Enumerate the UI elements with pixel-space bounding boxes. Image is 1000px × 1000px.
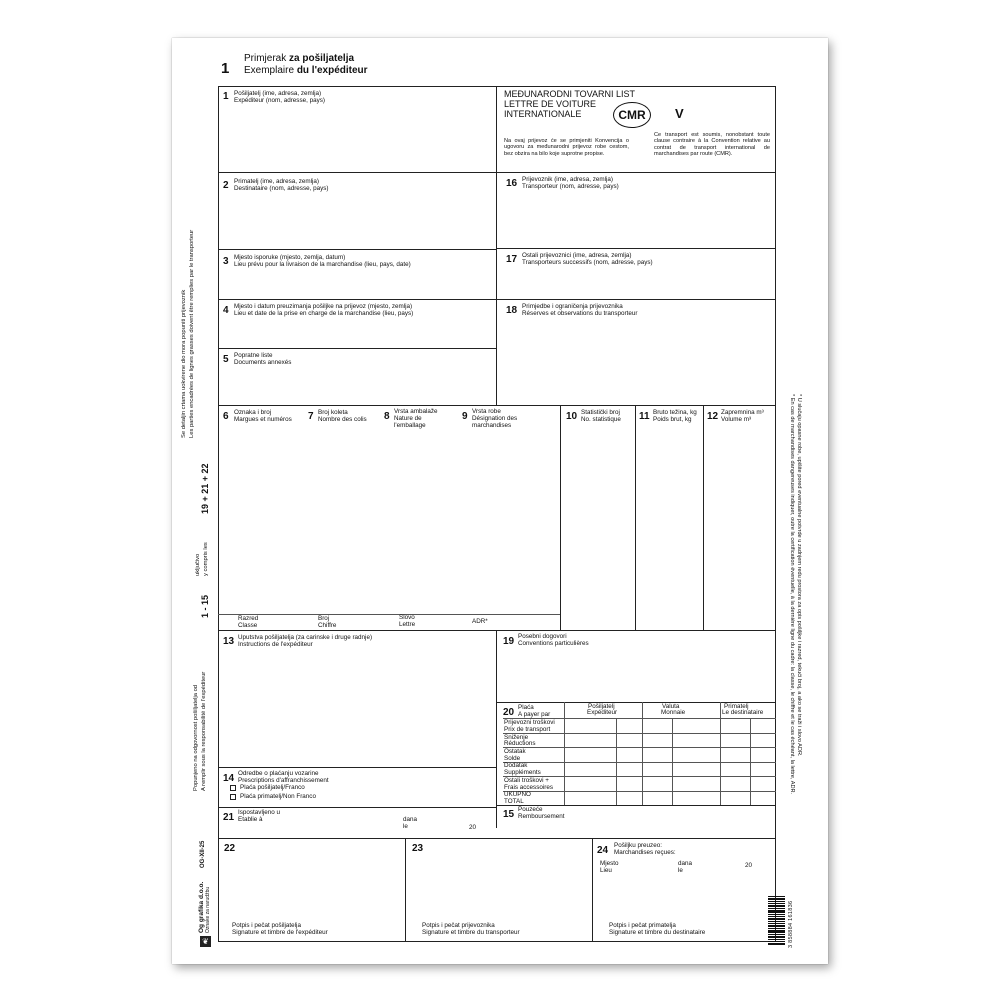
- field-21-label-fr: Etablie à: [238, 816, 263, 823]
- line-h6: [496, 248, 776, 249]
- adr-razred: Razred: [238, 615, 259, 622]
- field-6-label-hr: Oznaka i broj: [234, 409, 272, 416]
- field-21-dana: dana: [403, 816, 418, 823]
- field-12-label-fr: Volume m³: [721, 416, 752, 423]
- margin-note-2-hr: Popunjeno na odgovornost pošiljatelja od: [193, 684, 199, 791]
- pay-grid-h2: [503, 747, 776, 748]
- field-13-label-hr: Uputstva pošiljatelja (za carinske i druge radnje): [238, 634, 373, 641]
- field-6-label-fr: Margues et numéros: [234, 416, 292, 423]
- title-text-fr: Ce transport est soumis, nonobstant toute clause contraire à la Convention relative au contrat de transport international de marchandises par route (CMR).: [654, 132, 770, 158]
- pay-col1-fr: Expéditeur: [587, 709, 618, 716]
- line-goods-bottom: [218, 630, 776, 631]
- field-2-label-hr: Primatelj (ime, adresa, zemlja): [234, 178, 320, 185]
- pay-row-10: UKUPNO: [504, 791, 531, 798]
- pay-row-8: Ostali troškovi +: [504, 777, 549, 784]
- margin-ukljucivo: [194, 542, 210, 576]
- copy-title-fr: [244, 65, 368, 76]
- field-5-label-hr: Popratne liste: [234, 352, 273, 359]
- pay-grid-h3: [503, 762, 776, 763]
- adr-lettre: Lettre: [399, 621, 416, 628]
- pay-col3-fr: Le destinataire: [722, 709, 764, 716]
- field-7-number: 7: [308, 411, 314, 422]
- field-24-mjesto: Mjesto: [600, 860, 619, 867]
- field-24-number: 24: [597, 845, 609, 856]
- adr-footnote-fr: * En cas de marchandises dangereuses indiquer, outre la certification éventuelle, à la dernière ligne du cadre: la classe, le chiffre et le cas échéant, la lettre, ADR.: [788, 394, 795, 795]
- field-24-sig-fr: Signature et timbre du destinataire: [609, 929, 706, 936]
- field-22-signature-area[interactable]: [219, 858, 404, 918]
- field-1-sender[interactable]: [219, 106, 495, 171]
- field-16-carrier[interactable]: [497, 193, 775, 247]
- field-5-documents[interactable]: [219, 369, 495, 404]
- publisher-logo-icon: ❦: [200, 936, 211, 947]
- field-14-label-fr: Prescriptions d'affranchissement: [238, 777, 329, 784]
- field-11-number: 11: [639, 411, 650, 422]
- field-19-label-hr: Posebni dogovori: [518, 633, 567, 640]
- field-16-number: 16: [506, 178, 518, 189]
- pay-col3-hr: Primatelj: [724, 703, 749, 710]
- publisher: [198, 882, 212, 933]
- adr-footnote-hr: * U slučaju opasne robe, upišite pored eventualne potvrde u zadnjem redu prostora za opis pošiljke i razred, tekući broj, a ako se traži i slovo ADR.: [796, 394, 802, 757]
- goods-weight-area[interactable]: [636, 430, 702, 629]
- field-5-number: 5: [223, 354, 229, 365]
- pay-grid-v4: [720, 702, 721, 805]
- pay-col2-hr: Valuta: [662, 703, 680, 710]
- copy-title-hr-b: za pošiljatelja: [289, 53, 355, 64]
- field-11-label-hr: Bruto težina, kg: [653, 409, 697, 416]
- pay-row-6: Dodatak: [504, 762, 528, 769]
- pay-grid-v1: [616, 718, 617, 805]
- field-4-label-hr: Mjesto i datum preuzimanja pošiljke na prijevoz (mjesto, zemlja): [234, 303, 413, 310]
- line-h3: [218, 299, 776, 300]
- title-text-hr: Na ovaj prijevoz će se primjeniti Konvencija o ugovoru za međunarodni prijevoz robe cestom, bez obzira na bilo koje suprotne propise.: [504, 138, 629, 157]
- margin-note-2: [192, 672, 208, 791]
- pay-grid-v0: [564, 702, 565, 805]
- field-4-taking-over[interactable]: [219, 320, 495, 347]
- goods-statistical-area[interactable]: [561, 430, 634, 629]
- field-24-lieu: Lieu: [600, 867, 612, 874]
- field-13-instructions[interactable]: [219, 651, 495, 766]
- line-goods-top: [218, 405, 776, 406]
- field-12-label-hr: Zapremnina m³: [721, 409, 764, 416]
- field-17-successive-carriers[interactable]: [497, 269, 775, 298]
- copy-title-hr-a: Primjerak: [244, 53, 290, 64]
- field-19-number: 19: [503, 636, 515, 647]
- field-17-label-fr: Transporteurs successifs (nom, adresse, pays): [522, 259, 653, 266]
- pay-grid-v2: [642, 702, 643, 805]
- pay-row-5: Solde: [504, 755, 521, 762]
- field-17-label-hr: Ostali prijevoznici (ime, adresa, zemlja): [522, 252, 632, 259]
- line-h1: [218, 172, 496, 173]
- field-24-year: 20: [745, 862, 753, 869]
- field-10-number: 10: [566, 411, 578, 422]
- line-h-21: [218, 807, 496, 808]
- adr-classe: Classe: [238, 622, 258, 629]
- adr-chiffre: Chiffre: [318, 622, 337, 629]
- field-23-sig-hr: Potpis i pečat prijevoznika: [422, 922, 495, 929]
- non-franco-label: Plaća primatelj/Non Franco: [240, 793, 316, 800]
- pay-row-0: Prijevozni troškovi: [504, 719, 555, 726]
- field-7-label-hr: Broj koleta: [318, 409, 348, 416]
- field-22-number: 22: [224, 843, 236, 854]
- field-20-label-fr: A payer par: [518, 711, 551, 718]
- field-23-signature-area[interactable]: [406, 858, 591, 918]
- field-23-sig-fr: Signature et timbre du transporteur: [422, 929, 520, 936]
- goods-description-area[interactable]: [219, 430, 559, 613]
- adr-footnote: [788, 394, 802, 794]
- copy-title-fr-b: du l'expéditeur: [296, 65, 368, 76]
- goods-volume-area[interactable]: [704, 430, 775, 629]
- field-24-sig-hr: Potpis i pečat primatelja: [609, 922, 676, 929]
- field-3-label-hr: Mjesto isporuke (mjesto, zemlja, datum): [234, 254, 346, 261]
- pay-grid-v5: [750, 718, 751, 805]
- field-9-number: 9: [462, 411, 468, 422]
- field-14-label-hr: Odredbe o plaćanju vozarine: [238, 770, 319, 777]
- field-24-label-fr: Marchandises reçues:: [614, 849, 676, 856]
- field-8-label-fr2: l'emballage: [394, 422, 426, 429]
- cmr-roman: V: [675, 106, 684, 121]
- field-19-special-agreements[interactable]: [497, 650, 775, 701]
- line-h-sig: [218, 838, 776, 839]
- field-16-label-hr: Prijevoznik (ime, adresa, zemlja): [522, 176, 613, 183]
- field-2-consignee[interactable]: [219, 195, 495, 248]
- field-13-label-fr: Instructions de l'expéditeur: [238, 641, 313, 648]
- pay-row-9: Frais accessoires: [504, 784, 553, 791]
- field-21-le: le: [403, 823, 408, 830]
- publisher-name: Og grafika d.o.o.: [198, 881, 205, 933]
- field-9-label-fr2: marchandises: [472, 422, 512, 429]
- field-12-number: 12: [707, 411, 719, 422]
- pay-row-11: TOTAL: [504, 798, 524, 805]
- field-13-number: 13: [223, 636, 235, 647]
- field-1-label-hr: Pošiljatelj (ime, adresa, zemlja): [234, 90, 322, 97]
- barcode-number: 3 858884 161836: [788, 900, 794, 948]
- field-15-number: 15: [503, 809, 515, 820]
- margin-range-19: 19 + 21 + 22: [200, 463, 210, 514]
- field-3-number: 3: [223, 256, 229, 267]
- field-16-label-fr: Transporteur (nom, adresse, pays): [522, 183, 619, 190]
- publisher-sub: Oznake za narudžbu: [205, 886, 211, 933]
- field-24-signature-area[interactable]: [593, 876, 775, 918]
- franco-label: Plaća pošiljatelj/Franco: [240, 784, 305, 791]
- field-15-cash-on-delivery[interactable]: [572, 808, 772, 836]
- margin-note-1: [180, 229, 196, 438]
- margin-note-1-fr: Les parties encadrées de lignes grasses doivent être remplies par le transporteur: [189, 229, 195, 438]
- line-adr-top: [218, 614, 560, 615]
- pay-row-7: Suppléments: [504, 769, 541, 776]
- field-24-dana: dana: [678, 860, 693, 867]
- pay-row-2: Sniženje: [504, 734, 529, 741]
- field-22-sig-hr: Potpis i pečat pošiljatelja: [232, 922, 301, 929]
- field-20-label-hr: Plaća: [518, 704, 534, 711]
- field-17-number: 17: [506, 254, 518, 265]
- cmr-badge: CMR: [613, 102, 651, 128]
- field-21-label-hr: Ispostavljeno u: [238, 809, 281, 816]
- field-22-sig-fr: Signature et timbre de l'expéditeur: [232, 929, 328, 936]
- field-21-year: 20: [469, 824, 477, 831]
- copy-title-hr: [244, 53, 354, 64]
- field-2-number: 2: [223, 180, 229, 191]
- field-7-label-fr: Nombre des colis: [318, 416, 367, 423]
- field-3-label-fr: Lieu prévu pour la livraison de la marchandise (lieu, pays, date): [234, 261, 411, 268]
- field-23-number: 23: [412, 843, 424, 854]
- pay-row-3: Réductions: [504, 740, 536, 747]
- title-fr-2: INTERNATIONALE: [504, 109, 582, 119]
- non-franco-checkbox[interactable]: [230, 794, 236, 800]
- margin-range-1-15: 1 - 15: [200, 594, 210, 618]
- form-code: OG-XII-25: [200, 840, 206, 868]
- field-8-number: 8: [384, 411, 390, 422]
- field-14-number: 14: [223, 773, 235, 784]
- pay-row-1: Prix de transport: [504, 726, 551, 733]
- field-21-number: 21: [223, 812, 235, 823]
- field-3-delivery[interactable]: [219, 270, 495, 298]
- pay-grid-v3: [672, 718, 673, 805]
- pay-col2-fr: Monnaie: [661, 709, 686, 716]
- field-15-label-hr: Pouzeće: [518, 806, 543, 813]
- field-9-label-hr: Vrsta robe: [472, 408, 501, 415]
- field-4-number: 4: [223, 305, 229, 316]
- field-24-label-hr: Pošiljku preuzeo:: [614, 842, 662, 849]
- field-11-label-fr: Poids brut, kg: [653, 416, 692, 423]
- field-18-number: 18: [506, 305, 518, 316]
- field-6-number: 6: [223, 411, 229, 422]
- field-9-label-fr1: Désignation des: [472, 415, 518, 422]
- franco-checkbox[interactable]: [230, 785, 236, 791]
- field-8-label-hr: Vrsta ambalaže: [394, 408, 438, 415]
- line-h-14: [218, 767, 496, 768]
- margin-ukljucivo-fr: y compris les: [203, 542, 209, 576]
- field-4-label-fr: Lieu et date de la prise en charge de la marchandise (lieu, pays): [234, 310, 414, 317]
- field-8-label-fr1: Nature de: [394, 415, 422, 422]
- field-19-label-fr: Conventions particulières: [518, 640, 589, 647]
- field-20-number: 20: [503, 707, 515, 718]
- field-18-reservations[interactable]: [497, 320, 775, 404]
- field-24-le: le: [678, 867, 683, 874]
- field-21-established[interactable]: [292, 810, 392, 836]
- field-1-label-fr: Expéditeur (nom, adresse, pays): [234, 97, 325, 104]
- title-fr-1: LETTRE DE VOITURE: [504, 99, 597, 109]
- adr-broj: Broj: [318, 615, 330, 622]
- field-1-number: 1: [223, 91, 229, 102]
- adr-slovo: Slovo: [399, 614, 415, 621]
- field-18-label-hr: Primjedbe i ograničenja prijevoznika: [522, 303, 623, 310]
- field-10-label-hr: Statistički broj: [581, 409, 620, 416]
- field-2-label-fr: Destinataire (nom, adresse, pays): [234, 185, 329, 192]
- line-h2: [218, 249, 496, 250]
- copy-number: 1: [221, 60, 230, 77]
- adr-label: ADR*: [472, 618, 488, 625]
- field-15-label-fr: Remboursement: [518, 813, 565, 820]
- pay-col1-hr: Pošiljatelj: [588, 703, 615, 710]
- pay-row-4: Ostatak: [504, 748, 526, 755]
- field-10-label-fr: No. statistique: [581, 416, 621, 423]
- copy-title-fr-a: Exemplaire: [244, 65, 297, 76]
- field-5-label-fr: Documents annexés: [234, 359, 292, 366]
- line-h5: [496, 172, 776, 173]
- field-18-label-fr: Réserves et observations du transporteur: [522, 310, 638, 317]
- cmr-form-sheet: [172, 38, 828, 964]
- title-hr: MEĐUNARODNI TOVARNI LIST: [504, 89, 636, 99]
- margin-note-2-fr: A remplir sous la responsabilité de l'expéditeur: [201, 671, 207, 791]
- line-h4: [218, 348, 496, 349]
- margin-note-1-hr: Se detaljin crtama uokvirene dio mora popuniti prijevoznik: [181, 289, 187, 438]
- margin-ukljucivo-hr: uključivo: [195, 553, 201, 576]
